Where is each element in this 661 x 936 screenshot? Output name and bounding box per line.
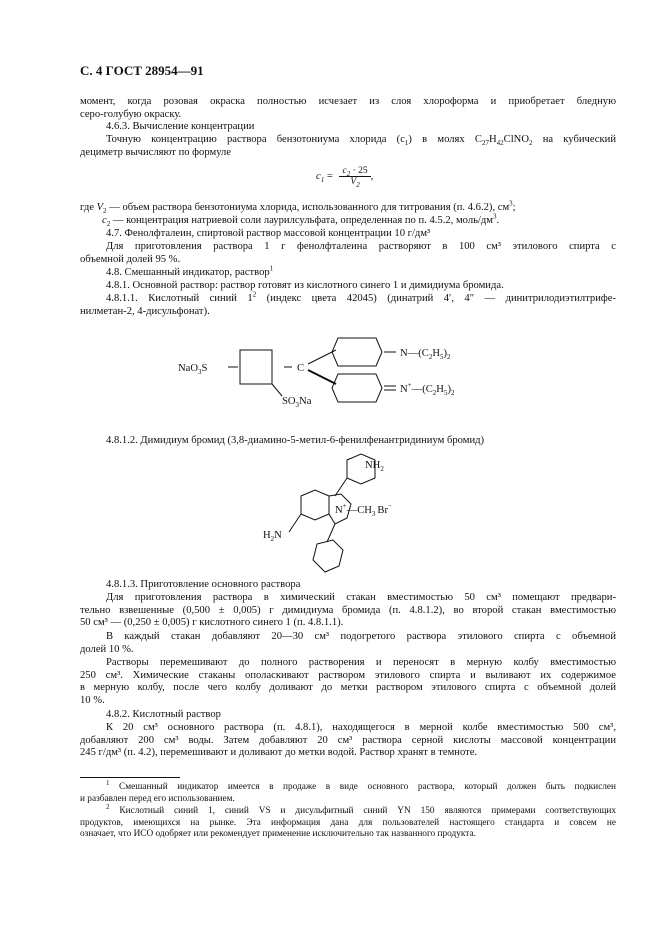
central-carbon: C	[297, 363, 305, 374]
phenyl-ring-bottom	[313, 540, 343, 572]
footnote-divider	[80, 777, 180, 778]
diethyliminium-group: $N^+—(C_2H_5)_2$	[400, 381, 455, 397]
section-4-8-1-3-heading: 4.8.1.3. Приготовление основного раствора	[106, 579, 301, 590]
diethylamino-group: $N—(C_2H_5)_2$	[400, 348, 451, 361]
section-4-6-3-heading: 4.6.3. Вычисление концентрации	[106, 121, 255, 132]
benzene-ring-left	[240, 350, 272, 384]
section-4-7-heading: 4.7. Фенолфталеин, спиртовой раствор массовой концентрации 10 г/дм³	[106, 228, 431, 239]
quinoid-ring-lower	[332, 374, 382, 402]
concentration-formula: $c_1$ = $\frac{c_2 \cdot 25}{V_2}$ ,	[316, 166, 374, 189]
paragraph-concentration: Точную концентрацию раствора бензотониума хлорида $(c_1)$ в молях $C_{27}H_{42}ClNO_2$ на кубический дециметр вычисляют по формуле	[80, 134, 616, 158]
naso3-group: NaO$_3$S	[178, 363, 208, 376]
benzene-ring-upper	[332, 338, 382, 366]
page-header: С. 4 ГОСТ 28954—91	[80, 63, 204, 78]
paragraph-mixing: Растворы перемешивают до полного растворения и переносят в мерную колбу вместимостью 250 см³. Химические стаканы ополаскивают раствором этилового спирта и выливают их содержимое в мерную колбу, после чего колбу доливают до метки раствором этилового спирта с объемной долей 10 %.	[80, 657, 616, 706]
formula-legend: где $V_2$ — объем раствора бензотониума хлорида, использованного для титрования (п. 4.6.2), $см^3$; $c_2$ — концентрация натриевой соли лаурилсульфата, определенная по п. 4.5.2, моль/$дм^3$.	[80, 199, 516, 228]
n-methyl-bromide: $N^+—CH_3$ Br−	[335, 502, 392, 518]
section-4-8-1-heading: 4.8.1. Основной раствор: раствор готовят из кислотного синего 1 и димидиума бромида.	[106, 280, 504, 291]
phenanthridine-left-ring	[301, 490, 329, 520]
paragraph-continuation: момент, когда розовая окраска полностью исчезает из слоя хлороформа и приобретает бледную серо-голубую окраску.	[80, 96, 616, 120]
paragraph-stock-preparation: Для приготовления раствора в химический стакан вместимостью 50 см³ помещают предвари- тельно взвешенные (0,500 ± 0,005) г димидиума бромида (п. 4.8.1.2), во второй стакан вместимостью 50 см³ — (0,250 ± 0,005) г кислотного синего 1 (п. 4.8.1.1).	[80, 592, 616, 629]
section-4-8-heading: 4.8. Смешанный индикатор, раствор$^1$	[106, 264, 274, 278]
nh2-top-group: $NH_2$	[365, 460, 384, 473]
paragraph-phenolphthalein: Для приготовления раствора 1 г фенолфталеина растворяют в 100 см³ этилового спирта с объемной долей 95 %.	[80, 241, 616, 265]
section-4-8-2-heading: 4.8.2. Кислотный раствор	[106, 709, 221, 720]
paragraph-add-alcohol: В каждый стакан добавляют 20—30 см³ подогретого раствора этилового спирта с объемной долей 10 %.	[80, 631, 616, 655]
dimidium-bromide-structure	[255, 452, 455, 578]
paragraph-acid-solution: К 20 см³ основного раствора (п. 4.8.1), находящегося в мерной колбе вместимостью 500 см³, добавляют 200 см³ воды. Затем добавляют 20 см³ раствора серной кислоты массовой концентрации 245 г/дм³ (п. 4.2), перемешивают и доливают до метки водой. Раствор хранят в темноте.	[80, 722, 616, 759]
acid-blue-1-structure	[170, 330, 510, 415]
so3na-group: $SO_3Na$	[282, 396, 312, 409]
footnote-1: $^1$ Смешанный индикатор имеется в продаже в виде основного раствора, который должен быть подкислен и разбавлен перед его использованием.	[80, 778, 616, 804]
section-4-8-1-1-heading: 4.8.1.1. Кислотный синий $1^2$ (индекс цвета 42045) (динатрий 4′, 4″ — динитрилодиэтилтрифе- нилметан-2, 4-дисульфонат).	[80, 290, 616, 317]
section-4-8-1-2-heading: 4.8.1.2. Димидиум бромид (3,8-диамино-5-метил-6-фенилфенантридиниум бромид)	[106, 435, 485, 446]
footnote-2: $^2$ Кислотный синий 1, синий VS и дисульфитный синий YN 150 являются примерами соответствующих продуктов, имеющихся на рынке. Эта информация дана для пользователей настоящего стандарта и совсем не означает, что ИСО одобряет или рекомендует применение исключительно так названного продукта.	[80, 802, 616, 840]
h2n-group: $H_2N$	[263, 530, 282, 543]
